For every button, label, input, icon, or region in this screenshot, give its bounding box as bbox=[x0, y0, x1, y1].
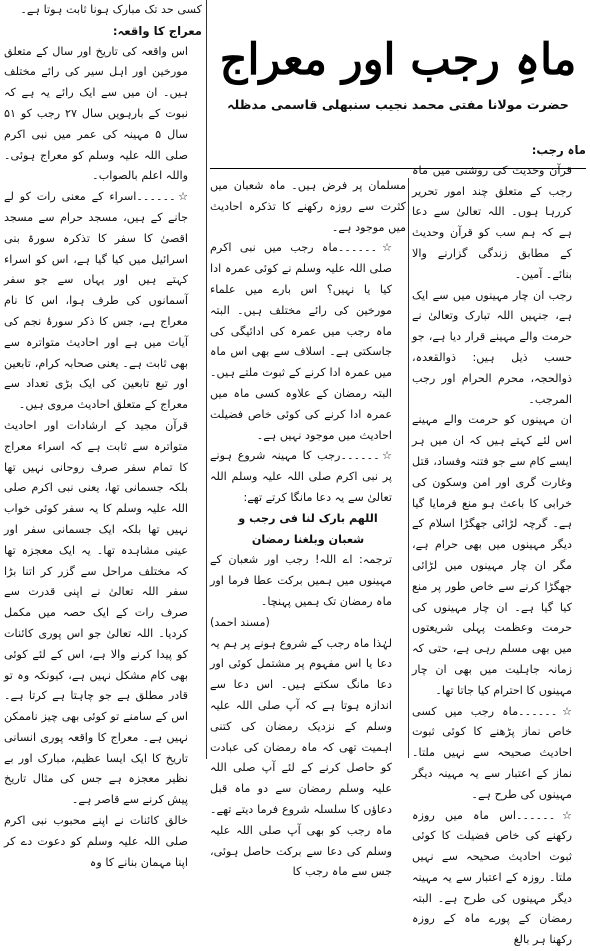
middle-column bbox=[210, 176, 406, 759]
right-paragraph-3: ان مہینوں کو حرمت والے مہینے اس لئے کہتے ہیں کہ ان میں ہر ایسے کام سے جو فتنہ وفساد، قتل وغارت گری اور امن وسکون کی خرابی کا باعث ہو منع فرمایا گیا ہے۔ گرچہ لڑائی جھگڑا اسلام کے دیگر مہینوں میں بھی حرام ہے، مگر ان چار مہینوں میں لڑائی جھگڑا کرنے سے خاص طور پر منع کیا گیا ہے۔ ان چار مہینوں کی حرمت وعظمت پہلی شریعتوں میں بھی مسلم رہی ہے، حتی کہ زمانہ جاہلیت میں بھی ان چار مہینوں کا احترام کیا جاتا تھا۔ bbox=[412, 410, 586, 701]
rajab-heading: ماہ رجب: bbox=[412, 140, 586, 161]
article-title: ماہِ رجب اور معراج bbox=[210, 30, 586, 90]
left-paragraph-1: اس واقعہ کی تاریخ اور سال کے متعلق مورخین اور اہل سیر کی رائے مختلف ہیں۔ ان میں سے ایک رائے یہ ہے کہ نبوت کے بارہویں سال ۲۷ رجب کو ۵۱ سال ۵ مہینہ کی عمر میں نبی اکرم صلی اللہ علیہ وسلم کو معراج ہوئی۔ واللہ اعلم بالصواب۔ bbox=[4, 42, 202, 188]
right-paragraph-4: ☆۔۔۔۔۔۔ماہ رجب میں کسی خاص نماز پڑھنے کا کوئی ثبوت احادیث صحیحہ سے نہیں ملتا۔ نماز کے اعتبار سے یہ مہینہ دیگر مہینوں کی طرح ہے۔ bbox=[412, 702, 586, 806]
miraj-heading: معراج کا واقعہ: bbox=[4, 21, 202, 42]
dua-line-1: اللھم بارک لنا فی رجب و bbox=[210, 509, 406, 530]
right-paragraph-5: ☆۔۔۔۔۔۔اس ماہ میں روزہ رکھنے کی خاص فضیلت کا کوئی ثبوت احادیث صحیحہ سے نہیں ملتا۔ روزہ کے اعتبار سے یہ مہینہ دیگر مہینوں کی طرح ہے۔ البتہ رمضان کے پورے ماہ کے روزہ رکھنا ہر بالغ bbox=[412, 806, 586, 951]
dua-source: (مسند احمد) bbox=[210, 613, 406, 634]
middle-paragraph-1: مسلمان پر فرض ہیں۔ ماہ شعبان میں کثرت سے روزہ رکھنے کا تذکرہ احادیث میں موجود ہے۔ bbox=[210, 176, 406, 238]
middle-paragraph-4: لہٰذا ماہ رجب کے شروع ہونے پر ہم یہ دعا یا اس مفہوم پر مشتمل کوئی اور دعا مانگ سکتے ہیں۔ اس دعا سے اندازہ ہوتا ہے کہ آپ صلی اللہ علیہ وسلم کے نزدیک رمضان کی کتنی اہمیت تھی کہ ماہ رمضان کی عبادت کو حاصل کرنے کے لئے آپ صلی اللہ علیہ وسلم رمضان سے دو ماہ قبل دعاؤں کا سلسلہ شروع فرما دیتے تھے۔ ماہ رجب کو بھی آپ صلی اللہ علیہ وسلم کی دعا سے برکت حاصل ہوئی، جس سے ماہ رجب کا bbox=[210, 634, 406, 884]
column-divider-right bbox=[408, 178, 409, 758]
dua-line-2: شعبان وبلغنا رمضان bbox=[210, 530, 406, 551]
middle-paragraph-3: ☆۔۔۔۔۔۔رجب کا مہینہ شروع ہونے پر نبی اکرم صلی اللہ علیہ وسلم اللہ تعالیٰ سے یہ دعا مانگا کرتے تھے: bbox=[210, 446, 406, 508]
left-column bbox=[4, 0, 202, 759]
article-header bbox=[210, 30, 586, 130]
right-paragraph-2: رجب ان چار مہینوں میں سے ایک ہے، جنہیں اللہ تبارک وتعالیٰ نے حرمت والے مہینے قرار دیا ہے، جو حسب ذیل ہیں: ذوالقعدہ، ذوالحجہ، محرم الحرام اور رجب المرجب۔ bbox=[412, 286, 586, 411]
column-divider-left bbox=[206, 0, 207, 759]
article-author: حضرت مولانا مفتی محمد نجیب سنبھلی قاسمی مدظلہ bbox=[210, 94, 586, 116]
middle-paragraph-2: ☆۔۔۔۔۔۔ماہ رجب میں نبی اکرم صلی اللہ علیہ وسلم نے کوئی عمرہ ادا کیا یا نہیں؟ اس بارے میں علماء مورخین کی رائے مختلف ہیں۔ البتہ ماہ رجب میں عمرہ کی ادائیگی کی جاسکتی ہے۔ اسلاف سے بھی اس ماہ میں عمرہ ادا کرنے کے ثبوت ملتے ہیں۔ البتہ رمضان کے علاوہ کسی ماہ میں عمرہ ادا کرنے کی کوئی خاص فضیلت احادیث میں موجود نہیں ہے۔ bbox=[210, 238, 406, 446]
left-paragraph-4: خالق کائنات نے اپنے محبوب نبی اکرم صلی اللہ علیہ وسلم کو دعوت دے کر اپنا مہمان بنانے کا وہ bbox=[4, 811, 202, 873]
right-paragraph-1: قرآن وحدیث کی روشنی میں ماہ رجب کے متعلق چند امور تحریر کررہا ہوں۔ اللہ تعالیٰ سے دعا ہے کہ ہم سب کو قرآن وحدیث کے مطابق زندگی گزارنے والا بنائے۔ آمین۔ bbox=[412, 161, 586, 286]
left-paragraph-2: ☆۔۔۔۔۔۔اسراء کے معنی رات کو لے جانے کے ہیں، مسجد حرام سے مسجد اقصیٰ کا سفر کا تذکرہ سورۃ بنی اسرائیل میں کیا گیا ہے، اس کو اسراء کہتے ہیں اور یہاں سے جو سفر آسمانوں کی طرف ہوا، اس کا نام معراج ہے، جس کا ذکر سورۂ نجم کی آیات میں ہے اور احادیث متواترہ سے بھی ثابت ہے۔ یعنی صحابہ کرام، تابعین اور تبع تابعین کی ایک بڑی تعداد سے معراج کے متعلق احادیث مروی ہیں۔ bbox=[4, 187, 202, 416]
left-paragraph-3: قرآن مجید کے ارشادات اور احادیث متواترہ سے ثابت ہے کہ اسراء معراج کا تمام سفر صرف روحانی نہیں تھا بلکہ جسمانی تھا، یعنی نبی اکرم صلی اللہ علیہ وسلم کا یہ سفر کوئی خواب نہیں تھا بلکہ ایک جسمانی سفر اور عینی مشاہدہ تھا۔ یہ ایک معجزہ تھا کہ مختلف مراحل سے گزر کر اتنا بڑا سفر اللہ تعالیٰ نے اپنی قدرت سے صرف رات کے ایک حصہ میں مکمل کردیا۔ اللہ تعالیٰ جو اس پوری کائنات کو پیدا کرنے والا ہے، اس کے لئے کوئی بھی کام مشکل نہیں ہے، کیونکہ وہ تو قادر مطلق ہے جو چاہتا ہے کرتا ہے۔ اس کے سامنے تو کوئی بھی چیز ناممکن نہیں ہے۔ معراج کا واقعہ پوری انسانی تاریخ کا ایک ایسا عظیم، مبارک اور بے نظیر معجزہ ہے جس کی مثال تاریخ پیش کرنے سے قاصر ہے۔ bbox=[4, 416, 202, 811]
dua-translation: ترجمہ: اے اللہ! رجب اور شعبان کے مہینوں میں ہمیں برکت عطا فرما اور ماہ رمضان تک ہمیں پہنچا۔ bbox=[210, 550, 406, 612]
left-top-text: کسی حد تک مبارک ہونا ثابت ہوتا ہے۔ bbox=[4, 0, 202, 21]
right-column bbox=[412, 140, 586, 759]
